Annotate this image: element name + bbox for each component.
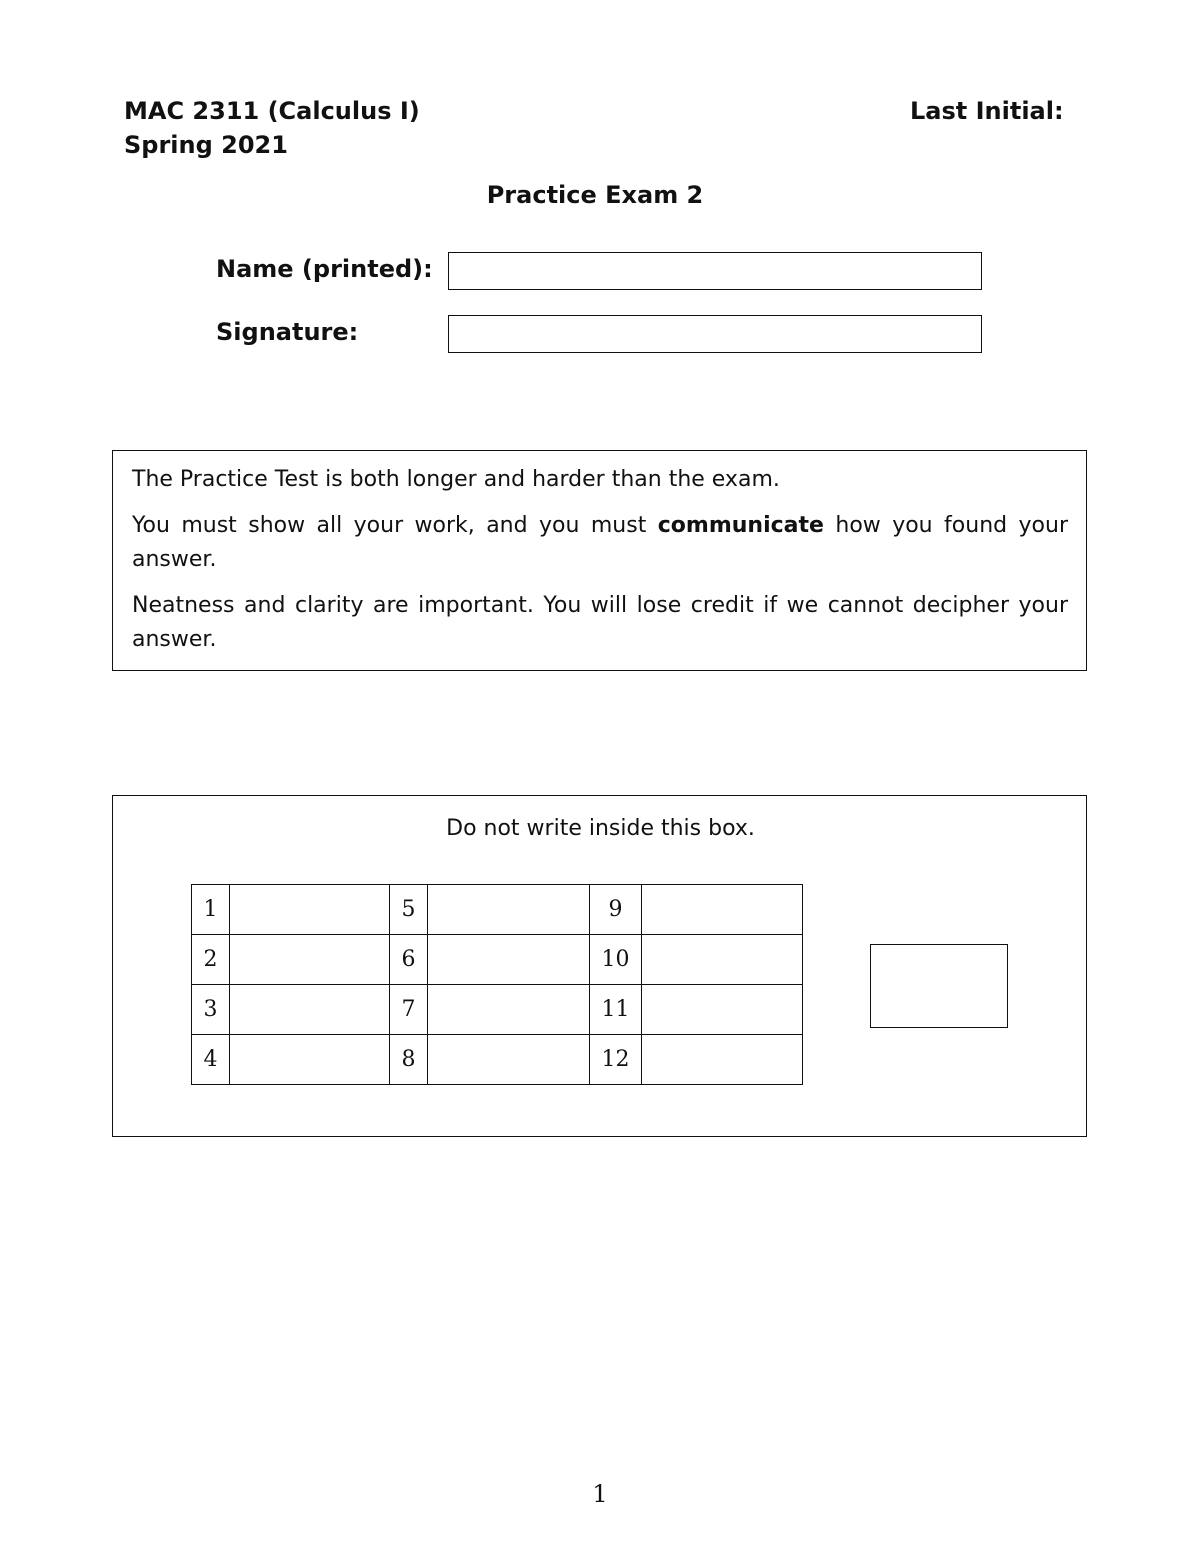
table-row <box>192 1035 803 1085</box>
score-cell <box>230 1035 390 1085</box>
instruction-paragraph <box>132 509 1068 577</box>
problem-number: 2 <box>192 935 230 985</box>
problem-number: 4 <box>192 1035 230 1085</box>
score-table <box>191 884 803 1085</box>
problem-number: 12 <box>590 1035 642 1085</box>
problem-number: 8 <box>390 1035 428 1085</box>
score-cell <box>428 985 590 1035</box>
instruction-text: You must show all your work, and you must <box>132 513 658 538</box>
problem-number: 5 <box>390 885 428 935</box>
table-row <box>192 885 803 935</box>
problem-number: 6 <box>390 935 428 985</box>
problem-number: 11 <box>590 985 642 1035</box>
score-cell <box>642 985 803 1035</box>
name-label: Name (printed): <box>216 255 433 283</box>
term: Spring 2021 <box>124 131 288 159</box>
problem-number: 7 <box>390 985 428 1035</box>
score-cell <box>428 1035 590 1085</box>
problem-number: 1 <box>192 885 230 935</box>
instruction-text: how you found your answer. <box>132 513 1068 572</box>
name-field[interactable] <box>448 252 982 290</box>
grading-notice: Do not write inside this box. <box>446 816 755 841</box>
score-cell <box>428 885 590 935</box>
score-cell <box>642 1035 803 1085</box>
instruction-paragraph: Neatness and clarity are important. You will lose credit if we cannot decipher your answer. <box>132 593 1068 652</box>
total-score-box <box>870 944 1008 1028</box>
score-cell <box>230 985 390 1035</box>
signature-label: Signature: <box>216 318 359 346</box>
last-initial-label: Last Initial: <box>910 97 1064 125</box>
score-cell <box>642 885 803 935</box>
score-cell <box>230 885 390 935</box>
page-number: 1 <box>592 1480 608 1508</box>
signature-field[interactable] <box>448 315 982 353</box>
course-title: MAC 2311 (Calculus I) <box>124 97 420 125</box>
score-cell <box>428 935 590 985</box>
score-cell <box>230 935 390 985</box>
table-row <box>192 985 803 1035</box>
exam-title: Practice Exam 2 <box>486 181 704 209</box>
instruction-paragraph: The Practice Test is both longer and harder than the exam. <box>132 467 780 492</box>
problem-number: 3 <box>192 985 230 1035</box>
problem-number: 10 <box>590 935 642 985</box>
score-cell <box>642 935 803 985</box>
instructions-box <box>112 450 1087 671</box>
problem-number: 9 <box>590 885 642 935</box>
table-row <box>192 935 803 985</box>
grading-box <box>112 795 1087 1137</box>
instruction-emphasis: communicate <box>657 513 824 538</box>
